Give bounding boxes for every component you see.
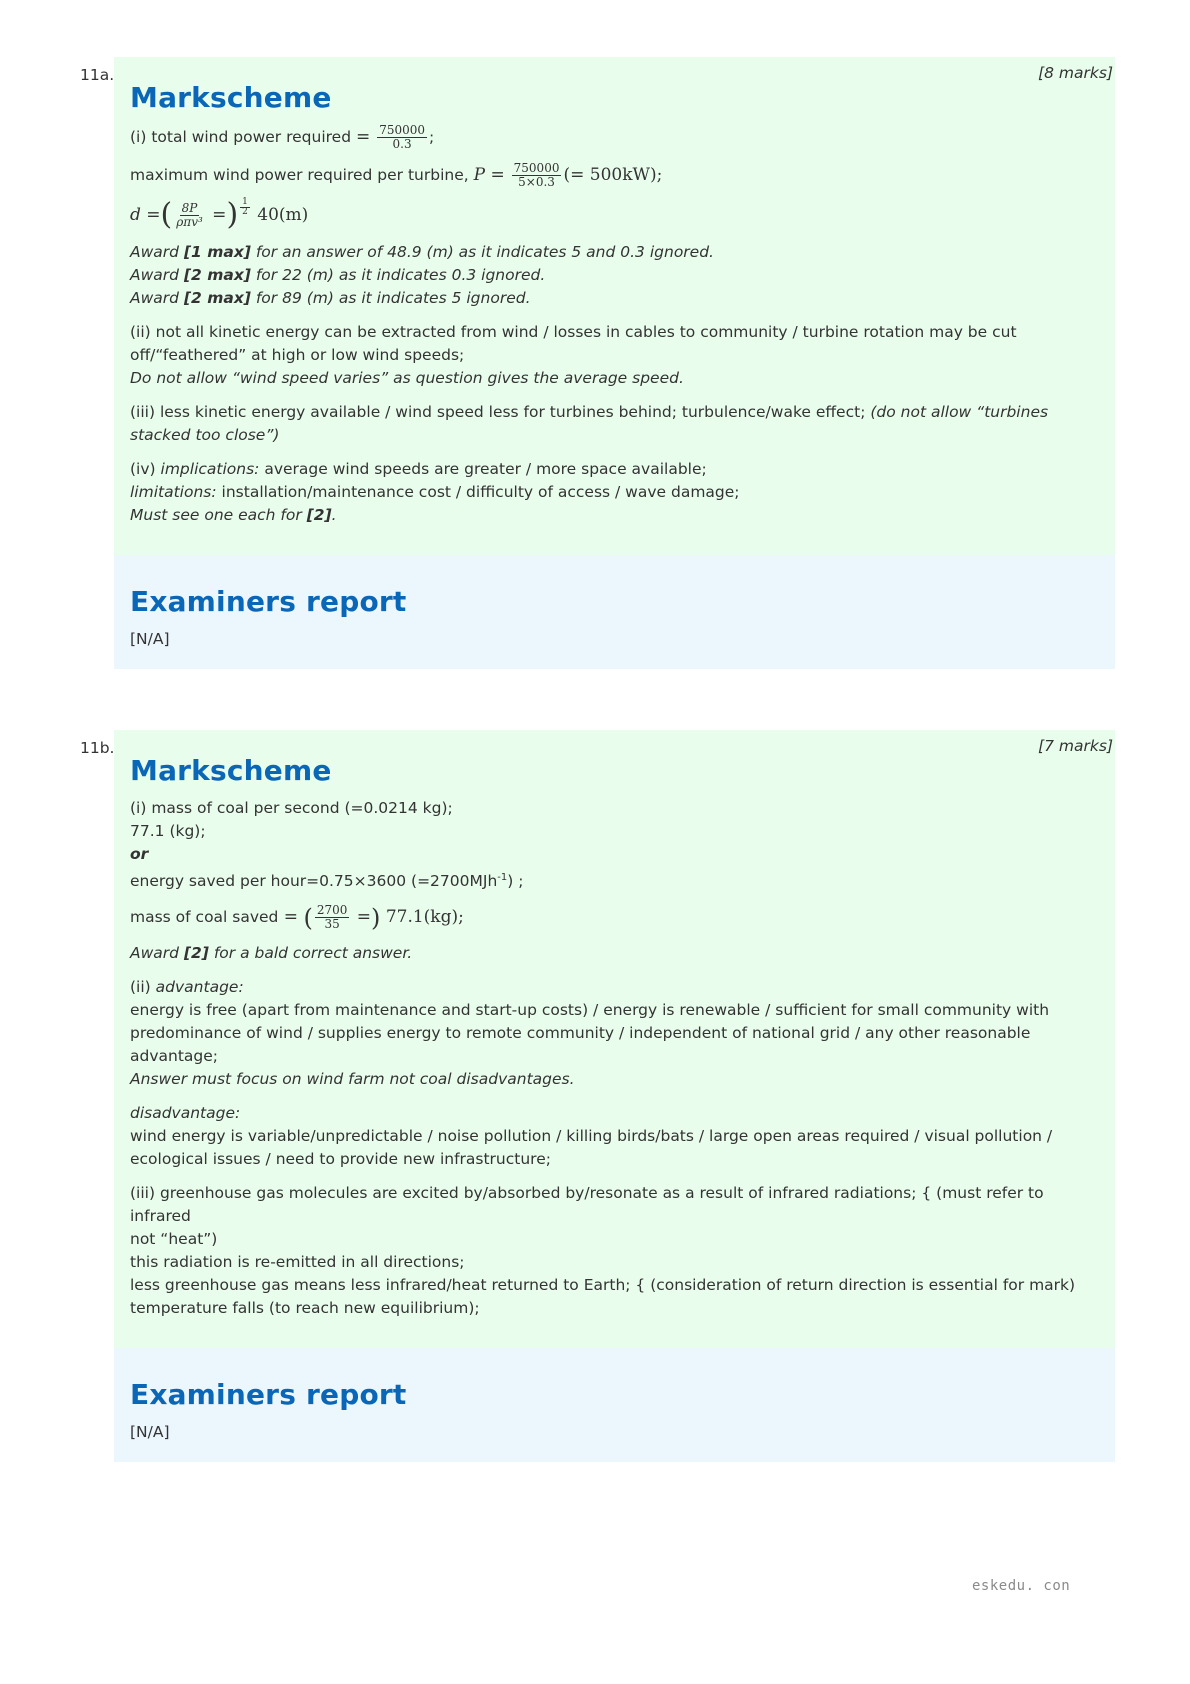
fraction: $\frac{2700}{35}$ xyxy=(316,903,348,932)
part-i-line2: maximum wind power required per turbine, P = $\frac{750000}{5\times 0.3}$ (= 500kW); xyxy=(130,161,663,189)
examiners-report-text: [N/A] xyxy=(130,630,170,648)
examiners-report-section xyxy=(114,1348,1115,1462)
examiners-report-section xyxy=(114,555,1115,669)
examiners-report-title: Examiners report xyxy=(130,1378,407,1412)
award-note: Award [2] for a bald correct answer. xyxy=(130,944,413,963)
marks-label: [8 marks] xyxy=(1038,64,1113,82)
markscheme-title: Markscheme xyxy=(130,754,332,787)
fraction: $\frac{750000}{0.3}$ xyxy=(379,123,425,151)
question-number-11a: 11a. xyxy=(80,66,115,84)
markscheme-title: Markscheme xyxy=(130,81,332,114)
fraction: $\frac{750000}{5\times 0.3}$ xyxy=(513,161,560,189)
part-i-line3: d = ( $\frac{8P}{\text{ρπv³}}$ = ) $\frac{1}{2}$ 40(m) xyxy=(130,197,309,232)
part-i: (i) mass of coal per second (=0.0214 kg); 77.1 (kg); or energy saved per hour=0.75×3600 (=2700MJh$^{-1}$) ; xyxy=(130,799,524,891)
question-11a xyxy=(114,57,1115,669)
examiners-report-text: [N/A] xyxy=(130,1423,170,1442)
markscheme-section xyxy=(114,730,1115,1348)
fraction: $\frac{8P}{\text{ρπv³}}$ xyxy=(176,200,203,229)
part-i-line1: (i) total wind power required = $\frac{750000}{0.3}$ ; xyxy=(130,123,435,151)
examiners-report-title: Examiners report xyxy=(130,585,407,618)
marks-label: [7 marks] xyxy=(1038,737,1113,755)
part-ii-disadvantage: disadvantage: wind energy is variable/unpredictable / noise pollution / killing birds/bats / large open areas required / visual pollution / ecological issues / need to provide new infrastructure; xyxy=(130,1104,1053,1169)
markscheme-section xyxy=(114,57,1115,555)
part-iv: (iv) implications: average wind speeds are greater / more space available; limitations: installation/maintenance cost / difficulty of access / wave damage; Must see one each for [2]. xyxy=(130,460,740,524)
part-i-equation: mass of coal saved = ( $\frac{2700}{35}$ = ) 77.1(kg); xyxy=(130,903,464,932)
award-notes: Award [1 max] for an answer of 48.9 (m) as it indicates 5 and 0.3 ignored. Award [2 max] for 22 (m) as it indicates 0.3 ignored. Award [2 max] for 89 (m) as it indicates 5 ignored. xyxy=(130,243,714,307)
question-11b xyxy=(114,730,1115,1462)
part-ii-advantage: (ii) advantage: energy is free (apart from maintenance and start-up costs) / energy is renewable / sufficient for small community with predominance of wind / supplies energy to remote community / independent of national grid / any other reasonable advantage; Answer must focus on wind farm not coal disadvantages. xyxy=(130,978,1050,1089)
footer-site: eskedu. con xyxy=(972,1578,1071,1594)
part-iii: (iii) greenhouse gas molecules are excited by/absorbed by/resonate as a result of infrared radiations; { (must refer to infrared not “heat”) this radiation is re-emitted in all directions; less greenhouse gas means less infrared/heat returned to Earth; { (consideration of return direction is essential for mark) temperature falls (to reach new equilibrium); xyxy=(130,1184,1076,1318)
part-ii: (ii) not all kinetic energy can be extracted from wind / losses in cables to community / turbine rotation may be cut off/“feathered” at high or low wind speeds; Do not allow “wind speed varies” as question gives the average speed. xyxy=(130,323,1017,387)
part-iii: (iii) less kinetic energy available / wind speed less for turbines behind; turbulence/wake effect; (do not allow “turbines stacked too close”) xyxy=(130,403,1049,444)
question-number-11b: 11b. xyxy=(80,739,115,757)
